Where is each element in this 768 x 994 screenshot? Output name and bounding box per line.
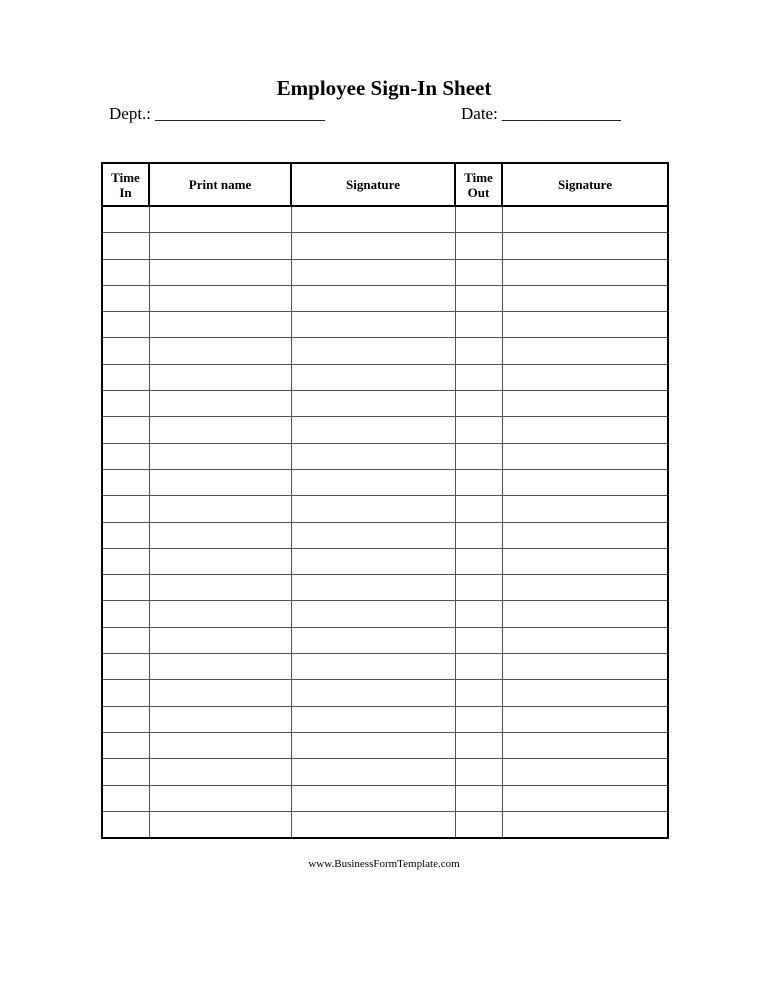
signature-out-cell (502, 417, 668, 443)
table-row (102, 364, 668, 390)
signature-out-cell (502, 285, 668, 311)
signature-in-header (291, 163, 455, 206)
time-in-cell (102, 627, 149, 653)
dept-blank-line: ____________________ (155, 104, 326, 123)
table-row (102, 522, 668, 548)
signature-out-cell (502, 706, 668, 732)
signature-in-cell (291, 364, 455, 390)
sign-in-table (101, 162, 669, 839)
print-name-cell (149, 469, 291, 495)
dept-field (109, 103, 325, 125)
signature-in-cell (291, 785, 455, 811)
print-name-cell (149, 627, 291, 653)
signature-out-cell (502, 627, 668, 653)
table-row (102, 417, 668, 443)
signature-out-cell (502, 391, 668, 417)
table-row (102, 206, 668, 233)
signature-in-cell (291, 522, 455, 548)
time-out-header-line1: Time (464, 169, 493, 185)
time-out-cell (455, 601, 502, 627)
signature-out-cell (502, 548, 668, 574)
table-row (102, 706, 668, 732)
time-in-cell (102, 259, 149, 285)
time-in-cell (102, 443, 149, 469)
print-name-cell (149, 548, 291, 574)
time-in-cell (102, 338, 149, 364)
signature-in-cell (291, 259, 455, 285)
signature-out-cell (502, 496, 668, 522)
signature-out-cell (502, 522, 668, 548)
time-in-cell (102, 548, 149, 574)
time-in-cell (102, 785, 149, 811)
signature-in-cell (291, 759, 455, 785)
date-blank-line: ______________ (501, 104, 621, 123)
signature-in-cell (291, 732, 455, 758)
signature-out-cell (502, 732, 668, 758)
signature-out-cell (502, 785, 668, 811)
signature-out-cell (502, 206, 668, 233)
signature-out-cell (502, 364, 668, 390)
print-name-cell (149, 496, 291, 522)
time-out-cell (455, 759, 502, 785)
time-out-cell (455, 285, 502, 311)
signature-out-cell (502, 654, 668, 680)
time-out-header-line2: Out (467, 184, 490, 200)
signature-in-cell (291, 233, 455, 259)
time-in-header-line2: In (119, 184, 132, 200)
signature-out-cell (502, 680, 668, 706)
table-row (102, 285, 668, 311)
time-out-cell (455, 496, 502, 522)
signature-in-cell (291, 627, 455, 653)
signature-out-cell (502, 469, 668, 495)
time-in-cell (102, 496, 149, 522)
time-out-cell (455, 391, 502, 417)
signature-in-cell (291, 443, 455, 469)
time-in-cell (102, 706, 149, 732)
time-out-cell (455, 522, 502, 548)
table-row (102, 469, 668, 495)
time-out-cell (455, 785, 502, 811)
signature-out-cell (502, 233, 668, 259)
time-in-cell (102, 233, 149, 259)
time-out-cell (455, 627, 502, 653)
date-field (461, 103, 621, 125)
signature-in-cell (291, 338, 455, 364)
table-row (102, 548, 668, 574)
time-in-cell (102, 732, 149, 758)
time-out-cell (455, 680, 502, 706)
time-out-cell (455, 233, 502, 259)
time-in-cell (102, 522, 149, 548)
signature-out-cell (502, 338, 668, 364)
time-out-cell (455, 732, 502, 758)
time-in-header-line1: Time (111, 169, 140, 185)
signature-in-cell (291, 575, 455, 601)
time-in-cell (102, 469, 149, 495)
table-row (102, 785, 668, 811)
print-name-cell (149, 706, 291, 732)
signature-in-cell (291, 496, 455, 522)
signature-in-cell (291, 654, 455, 680)
print-name-cell (149, 338, 291, 364)
signature-in-cell (291, 706, 455, 732)
signature-in-cell (291, 206, 455, 233)
signature-in-cell (291, 285, 455, 311)
table-row (102, 601, 668, 627)
table-row (102, 575, 668, 601)
table-row (102, 312, 668, 338)
signature-out-cell (502, 575, 668, 601)
signature-in-cell (291, 811, 455, 838)
print-name-cell (149, 680, 291, 706)
table-row (102, 338, 668, 364)
time-in-cell (102, 285, 149, 311)
time-in-cell (102, 654, 149, 680)
table-row (102, 732, 668, 758)
time-in-cell (102, 811, 149, 838)
print-name-cell (149, 312, 291, 338)
print-name-cell (149, 732, 291, 758)
print-name-header-label: Print name (188, 177, 252, 192)
time-in-cell (102, 312, 149, 338)
time-in-cell (102, 759, 149, 785)
header-row (102, 163, 668, 206)
time-in-cell (102, 601, 149, 627)
table-row (102, 391, 668, 417)
table-row (102, 443, 668, 469)
print-name-cell (149, 654, 291, 680)
time-out-cell (455, 443, 502, 469)
time-out-cell (455, 364, 502, 390)
time-out-cell (455, 312, 502, 338)
print-name-cell (149, 259, 291, 285)
print-name-cell (149, 443, 291, 469)
signature-in-cell (291, 469, 455, 495)
table-row (102, 654, 668, 680)
time-out-cell (455, 706, 502, 732)
print-name-cell (149, 759, 291, 785)
print-name-cell (149, 575, 291, 601)
time-out-cell (455, 469, 502, 495)
page-title: Employee Sign-In Sheet (276, 76, 492, 100)
time-out-cell (455, 654, 502, 680)
print-name-cell (149, 601, 291, 627)
dept-label: Dept.: (109, 104, 152, 123)
signature-in-cell (291, 680, 455, 706)
time-out-cell (455, 548, 502, 574)
signature-out-header-label: Signature (558, 177, 612, 192)
table-row (102, 680, 668, 706)
signature-out-cell (502, 811, 668, 838)
print-name-header (149, 163, 291, 206)
time-out-cell (455, 338, 502, 364)
table-row (102, 759, 668, 785)
signature-in-cell (291, 601, 455, 627)
time-in-cell (102, 680, 149, 706)
signature-out-cell (502, 259, 668, 285)
signature-out-header (502, 163, 668, 206)
time-in-header (102, 163, 149, 206)
signature-out-cell (502, 312, 668, 338)
time-in-cell (102, 364, 149, 390)
print-name-cell (149, 364, 291, 390)
time-out-cell (455, 811, 502, 838)
signature-out-cell (502, 443, 668, 469)
signature-in-cell (291, 391, 455, 417)
time-out-cell (455, 206, 502, 233)
table-row (102, 259, 668, 285)
time-in-cell (102, 417, 149, 443)
time-out-cell (455, 417, 502, 443)
table-body (102, 206, 668, 838)
footer-website: www.BusinessFormTemplate.com (308, 858, 460, 870)
print-name-cell (149, 285, 291, 311)
time-out-header (455, 163, 502, 206)
signature-in-cell (291, 417, 455, 443)
table-row (102, 233, 668, 259)
time-out-cell (455, 575, 502, 601)
print-name-cell (149, 391, 291, 417)
time-in-cell (102, 391, 149, 417)
time-out-cell (455, 259, 502, 285)
time-in-cell (102, 206, 149, 233)
signature-out-cell (502, 759, 668, 785)
signature-out-cell (502, 601, 668, 627)
table-row (102, 627, 668, 653)
signature-in-cell (291, 548, 455, 574)
print-name-cell (149, 811, 291, 838)
print-name-cell (149, 522, 291, 548)
table-row (102, 496, 668, 522)
print-name-cell (149, 233, 291, 259)
date-label: Date: (461, 104, 498, 123)
table-row (102, 811, 668, 838)
print-name-cell (149, 206, 291, 233)
signature-in-header-label: Signature (346, 177, 400, 192)
print-name-cell (149, 785, 291, 811)
time-in-cell (102, 575, 149, 601)
signature-in-cell (291, 312, 455, 338)
print-name-cell (149, 417, 291, 443)
